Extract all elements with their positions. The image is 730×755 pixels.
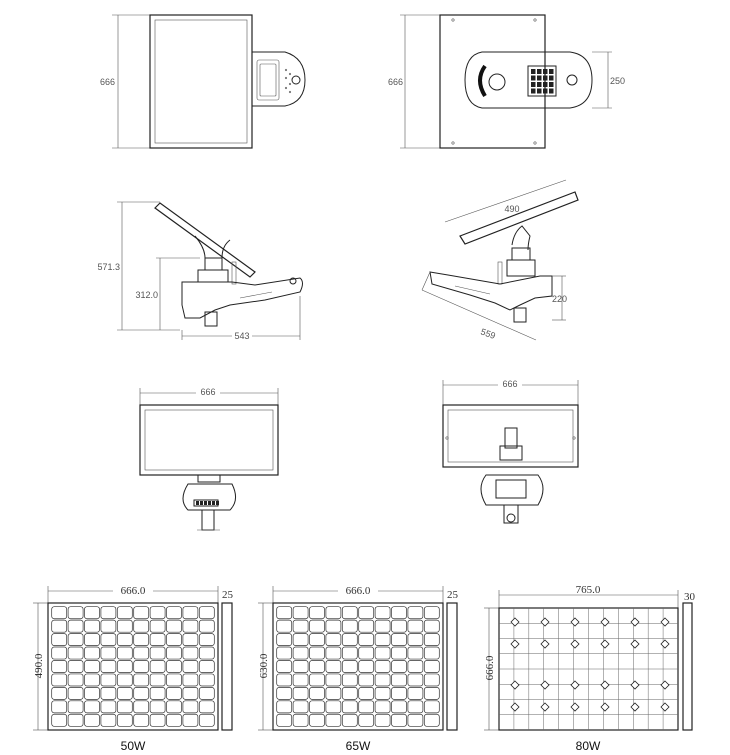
led-row-icon	[196, 501, 219, 505]
side-pole-right-label: 220	[552, 294, 568, 304]
led-cell	[549, 69, 554, 74]
led-cell	[549, 82, 554, 87]
led-cell	[537, 76, 542, 81]
panel-65w-width: 666.0	[345, 585, 371, 597]
led-cell	[200, 501, 203, 505]
led-cell	[543, 69, 548, 74]
side-view-right	[422, 180, 578, 341]
led-cell	[531, 69, 536, 74]
led-cell	[543, 89, 548, 94]
panel-80w-caption: 80W	[575, 739, 601, 753]
lamp-height-label: 250	[610, 76, 626, 86]
led-cell	[531, 89, 536, 94]
top-right-width-label: 666	[502, 379, 518, 389]
led-cell	[543, 82, 548, 87]
side-height-label: 571.3	[97, 262, 120, 272]
side-length-label: 543	[234, 331, 250, 341]
back-height-label: 666	[387, 77, 403, 87]
led-cell	[543, 76, 548, 81]
led-cell	[549, 76, 554, 81]
panel-50w-caption: 50W	[120, 739, 146, 753]
top-view-right	[443, 378, 578, 523]
front-height-label: 666	[99, 77, 115, 87]
led-cell	[549, 89, 554, 94]
led-cell	[196, 501, 199, 505]
led-cell	[531, 76, 536, 81]
led-cell	[212, 501, 215, 505]
panel-50w-height: 490.0	[33, 653, 45, 679]
led-cell	[537, 89, 542, 94]
panel-65w-height: 630.0	[258, 653, 270, 679]
panel-65w-thickness: 25	[447, 589, 458, 601]
led-cell	[537, 69, 542, 74]
panel-80w-thickness: 30	[684, 591, 695, 603]
top-width-label: 666	[200, 387, 216, 397]
panel-65w	[258, 584, 459, 753]
panel-80w-width: 765.0	[575, 584, 601, 596]
led-cell	[208, 501, 211, 505]
front-view	[100, 15, 305, 148]
panel-50w	[33, 584, 234, 753]
panel-65w-caption: 65W	[345, 739, 371, 753]
back-view	[388, 15, 625, 148]
led-cell	[537, 82, 542, 87]
panel-80w	[484, 584, 696, 753]
led-cell	[204, 501, 207, 505]
top-view-left	[140, 386, 278, 530]
panel-80w-height: 666.0	[484, 655, 496, 681]
side-view-left	[97, 202, 302, 341]
side-length-right-label: 559	[479, 326, 497, 342]
panel-50w-width: 666.0	[120, 585, 146, 597]
panel-50w-thickness: 25	[222, 589, 233, 601]
side-pole-label: 312.0	[135, 290, 158, 300]
side-panel-label: 490	[504, 204, 520, 214]
led-cell	[216, 501, 219, 505]
led-cell	[531, 82, 536, 87]
